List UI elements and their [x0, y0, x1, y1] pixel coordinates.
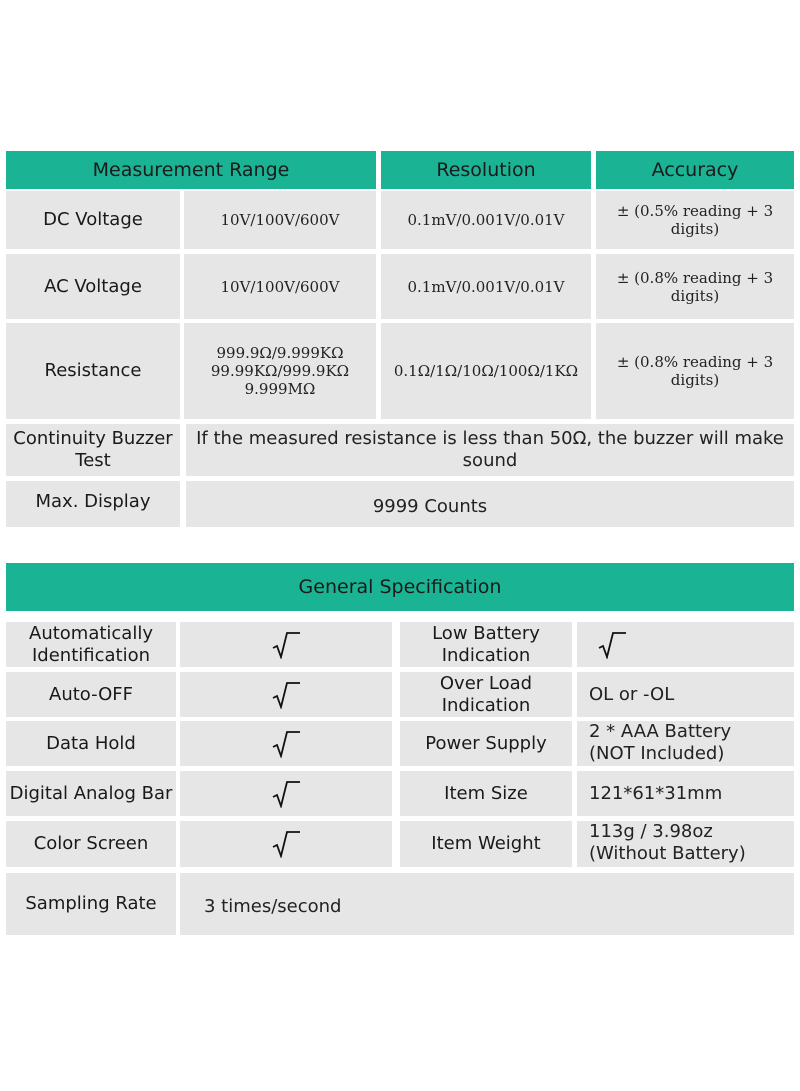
label-line: Test [75, 450, 111, 471]
spec-data-hold-value [180, 721, 392, 766]
spec-over-load-label [400, 672, 572, 717]
row-resistance-range [184, 323, 376, 419]
label-line: Low Battery [432, 622, 540, 644]
spec-data-hold-label [6, 721, 176, 766]
row-dc-voltage-range: 10V/100V/600V [184, 191, 376, 249]
spec-item-size-value [577, 771, 794, 816]
range-line: 9.999MΩ [244, 380, 316, 398]
row-resistance-accuracy: ± (0.8% reading + 3 digits) [596, 323, 794, 419]
header-measurement-range [6, 151, 376, 189]
spec-low-battery-label [400, 622, 572, 667]
spec-auto-off-label [6, 672, 176, 717]
row-ac-voltage-range: 10V/100V/600V [184, 254, 376, 319]
row-ac-voltage-label: AC Voltage [6, 254, 180, 319]
spec-analog-bar-label [6, 771, 176, 816]
row-max-display-label: Max. Display [6, 481, 180, 527]
label-line: Item Weight [431, 833, 541, 855]
label-line: Item Size [444, 782, 528, 804]
value-line: 113g / 3.98oz [589, 821, 713, 842]
checkmark-icon [271, 681, 301, 709]
row-ac-voltage-accuracy: ± (0.8% reading + 3 digits) [596, 254, 794, 319]
spec-auto-identification-value [180, 622, 392, 667]
value-line: OL or -OL [589, 683, 675, 705]
checkmark-icon [271, 730, 301, 758]
spec-auto-identification-label [6, 622, 176, 667]
spec-item-weight-value [577, 821, 794, 867]
spec-low-battery-value [577, 622, 794, 667]
spec-item-weight-label [400, 821, 572, 867]
label-line: Data Hold [46, 732, 136, 754]
label-line: Auto-OFF [49, 683, 133, 705]
value-line: 2 * AAA Battery [589, 721, 732, 742]
checkmark-icon [271, 780, 301, 808]
checkmark-icon [271, 830, 301, 858]
checkmark-icon [597, 631, 627, 659]
row-continuity-value: If the measured resistance is less than 50Ω, the buzzer will make sound [186, 424, 794, 476]
value-line: (Without Battery) [589, 842, 746, 864]
label-line: Power Supply [425, 732, 547, 754]
spec-color-screen-label [6, 821, 176, 867]
label-line: Automatically [29, 622, 153, 644]
header-accuracy [596, 151, 794, 189]
spec-color-screen-value [180, 821, 392, 867]
value-line: 121*61*31mm [589, 782, 723, 804]
general-spec-header [6, 563, 794, 611]
row-resistance-label: Resistance [6, 323, 180, 419]
label-line: Over Load [439, 672, 533, 694]
label-line: Identification [31, 644, 151, 666]
label-line: Indication [441, 644, 531, 666]
label-line: Color Screen [33, 833, 149, 855]
row-continuity-label [6, 424, 180, 476]
label-line: Continuity Buzzer [13, 428, 173, 450]
label-line: Digital Analog Bar [9, 782, 173, 804]
spec-item-size-label [400, 771, 572, 816]
spec-analog-bar-value [180, 771, 392, 816]
row-ac-voltage-resolution: 0.1mV/0.001V/0.01V [381, 254, 591, 319]
row-resistance-resolution: 0.1Ω/1Ω/10Ω/100Ω/1KΩ [381, 323, 591, 419]
spec-power-supply-value [577, 721, 794, 766]
value-line: (NOT Included) [589, 742, 725, 764]
row-max-display-value: 9999 Counts [186, 481, 794, 527]
header-measurement-range-text: Measurement Range [92, 158, 290, 181]
checkmark-icon [271, 631, 301, 659]
header-resolution [381, 151, 591, 189]
spec-over-load-value [577, 672, 794, 717]
range-line: 999.9Ω/9.999KΩ [216, 344, 344, 362]
spec-sampling-rate-value: 3 times/second [180, 873, 794, 935]
row-dc-voltage-resolution: 0.1mV/0.001V/0.01V [381, 191, 591, 249]
header-accuracy-text: Accuracy [651, 158, 739, 181]
label-line: Indication [441, 694, 531, 716]
row-dc-voltage-accuracy: ± (0.5% reading + 3 digits) [596, 191, 794, 249]
range-line: 99.99KΩ/999.9KΩ [210, 362, 350, 380]
row-dc-voltage-label: DC Voltage [6, 191, 180, 249]
spec-sampling-rate-label: Sampling Rate [6, 873, 176, 935]
spec-auto-off-value [180, 672, 392, 717]
general-spec-title: General Specification [298, 575, 502, 598]
spec-power-supply-label [400, 721, 572, 766]
header-resolution-text: Resolution [436, 158, 536, 181]
